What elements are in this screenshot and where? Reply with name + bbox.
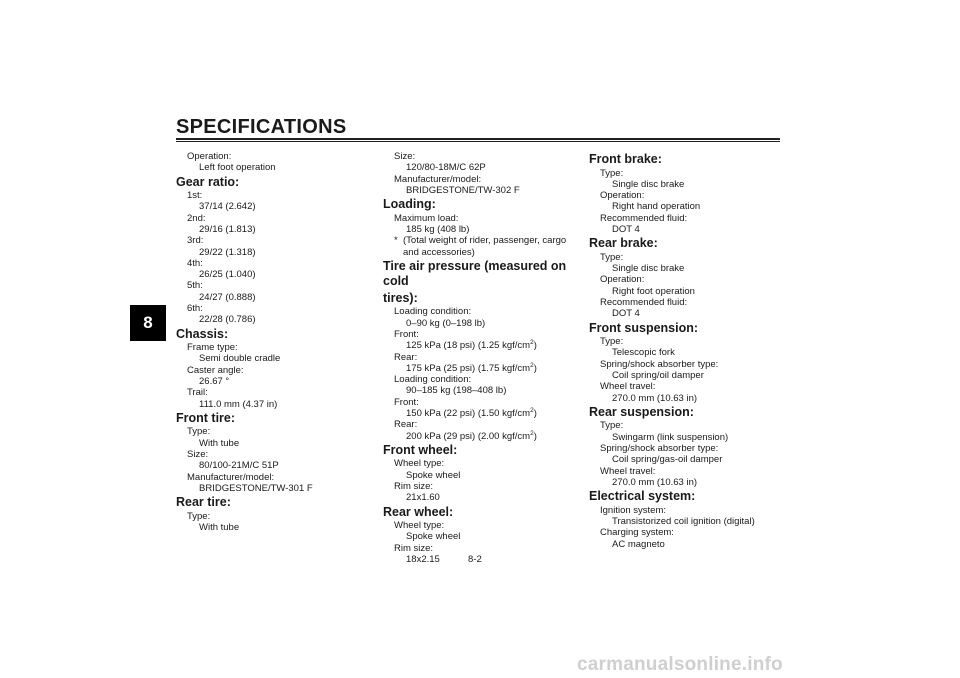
spec-value: Semi double cradle xyxy=(199,353,281,365)
section-heading: Rear brake: xyxy=(589,236,658,251)
spec-value: 270.0 mm (10.63 in) xyxy=(612,476,698,488)
spec-value-superscript: 2 xyxy=(530,361,534,369)
spec-value: 21x1.60 xyxy=(406,492,440,504)
spec-label: Rear: xyxy=(394,351,418,363)
spec-label: Recommended fluid: xyxy=(600,296,688,308)
spec-label: Type: xyxy=(600,167,624,179)
spec-value-text: 175 kPa (25 psi) (1.75 kgf/cm xyxy=(406,362,531,374)
spec-value: 111.0 mm (4.37 in) xyxy=(199,398,278,410)
spec-label: Spring/shock absorber type: xyxy=(600,442,719,454)
spec-label: Front: xyxy=(394,328,419,340)
spec-value xyxy=(383,363,583,374)
spec-label: Rim size: xyxy=(394,481,434,493)
section-heading: Rear wheel: xyxy=(383,504,454,519)
spec-value: 120/80-18M/C 62P xyxy=(406,162,486,174)
spec-label: Charging system: xyxy=(600,527,674,539)
spec-value xyxy=(383,408,583,419)
spec-value: Swingarm (link suspension) xyxy=(612,431,729,443)
spec-label: Type: xyxy=(600,251,624,263)
spec-value: 270.0 mm (10.63 in) xyxy=(612,392,698,404)
spec-value-tail: ) xyxy=(533,340,537,352)
spec-value: Single disc brake xyxy=(612,178,685,190)
spec-value: 0–90 kg (0–198 lb) xyxy=(406,317,486,329)
spec-label: 6th: xyxy=(187,303,203,315)
section-heading: Rear suspension: xyxy=(589,404,694,419)
spec-label: Operation: xyxy=(600,274,645,286)
section-heading: Tire air pressure (measured on cold xyxy=(383,258,567,289)
spec-value xyxy=(383,340,583,351)
spec-value-text: 150 kPa (22 psi) (1.50 kgf/cm xyxy=(406,408,531,420)
spec-value-superscript: 2 xyxy=(530,429,534,437)
section-heading: Front brake: xyxy=(589,152,662,166)
spec-label: 2nd: xyxy=(187,212,206,224)
spec-label: Manufacturer/model: xyxy=(394,173,482,185)
spec-label: Wheel type: xyxy=(394,520,445,532)
spec-label: Wheel travel: xyxy=(600,381,656,393)
spec-label: 1st: xyxy=(187,190,203,202)
spec-value: 26/25 (1.040) xyxy=(199,269,256,281)
footnote-continuation: and accessories) xyxy=(403,246,475,258)
section-heading: Front suspension: xyxy=(589,320,699,335)
section-heading: Front tire: xyxy=(176,410,236,425)
spec-value: Transistorized coil ignition (digital) xyxy=(612,515,755,527)
spec-value-text: 125 kPa (18 psi) (1.25 kgf/cm xyxy=(406,340,531,352)
spec-value: With tube xyxy=(199,522,240,534)
spec-value-tail: ) xyxy=(533,430,537,442)
section-heading: Gear ratio: xyxy=(176,174,240,189)
spec-label: Loading condition: xyxy=(394,306,472,318)
spec-column-1 xyxy=(176,151,366,533)
spec-value-tail: ) xyxy=(533,408,537,420)
spec-value: Single disc brake xyxy=(612,263,685,275)
spec-value: 90–185 kg (198–408 lb) xyxy=(406,385,507,397)
spec-value: 22/28 (0.786) xyxy=(199,314,256,326)
spec-label: 4th: xyxy=(187,257,203,269)
spec-value: BRIDGESTONE/TW-301 F xyxy=(199,482,313,494)
spec-label: Ignition system: xyxy=(600,504,666,516)
spec-label: Size: xyxy=(187,449,209,461)
spec-value: 18x2.15 xyxy=(406,554,440,566)
spec-value: 37/14 (2.642) xyxy=(199,201,256,213)
spec-label: Recommended fluid: xyxy=(600,212,688,224)
page-number: 8-2 xyxy=(468,554,482,565)
spec-label: Type: xyxy=(187,426,211,438)
spec-label: Rear: xyxy=(394,419,418,431)
spec-label: Wheel type: xyxy=(394,458,445,470)
spec-label: Manufacturer/model: xyxy=(187,471,275,483)
spec-label: 3rd: xyxy=(187,235,204,247)
spec-label: Operation: xyxy=(600,190,645,202)
footnote-text: (Total weight of rider, passenger, cargo xyxy=(403,235,567,247)
spec-label: Front: xyxy=(394,396,419,408)
section-heading: Chassis: xyxy=(176,326,229,341)
header-rule-top xyxy=(176,138,780,140)
watermark: carmanualsonline.info xyxy=(577,654,783,675)
spec-label: Frame type: xyxy=(187,342,238,354)
spec-value: DOT 4 xyxy=(612,223,640,235)
spec-value: Coil spring/gas-oil damper xyxy=(612,454,723,466)
section-heading: tires): xyxy=(383,290,418,305)
spec-label: Type: xyxy=(187,510,211,522)
footnote-marker: * xyxy=(394,235,398,247)
spec-value: AC magneto xyxy=(612,538,665,550)
section-heading: Electrical system: xyxy=(589,489,696,504)
section-heading: Loading: xyxy=(383,197,436,212)
spec-label: Rim size: xyxy=(394,542,434,554)
spec-value-text: 200 kPa (29 psi) (2.00 kgf/cm xyxy=(406,430,531,442)
spec-label: Operation: xyxy=(187,151,232,162)
spec-value: Spoke wheel xyxy=(406,469,461,481)
spec-value: DOT 4 xyxy=(612,308,640,320)
spec-value: Right foot operation xyxy=(612,285,695,297)
spec-label: Type: xyxy=(600,336,624,348)
spec-column-3 xyxy=(589,151,789,550)
spec-label: Maximum load: xyxy=(394,212,459,224)
spec-value: 29/22 (1.318) xyxy=(199,246,256,258)
spec-value: 26.67 ° xyxy=(199,376,230,388)
spec-value-tail: ) xyxy=(533,362,537,374)
spec-value: With tube xyxy=(199,437,240,449)
spec-value: Right hand operation xyxy=(612,201,701,213)
spec-label: Wheel travel: xyxy=(600,465,656,477)
spec-label: 5th: xyxy=(187,280,203,292)
section-heading: Rear tire: xyxy=(176,495,231,510)
spec-label: Size: xyxy=(394,151,416,162)
spec-value: 185 kg (408 lb) xyxy=(406,223,470,235)
spec-column-2 xyxy=(383,151,583,565)
spec-value: BRIDGESTONE/TW-302 F xyxy=(406,184,520,196)
spec-value: Telescopic fork xyxy=(612,347,675,359)
spec-value: Coil spring/oil damper xyxy=(612,369,704,381)
spec-value: 24/27 (0.888) xyxy=(199,291,256,303)
page-title: SPECIFICATIONS xyxy=(176,116,347,138)
footnote xyxy=(383,235,583,246)
spec-value: Spoke wheel xyxy=(406,531,461,543)
spec-value-superscript: 2 xyxy=(530,406,534,414)
spec-label: Trail: xyxy=(187,387,208,399)
spec-value: 80/100-21M/C 51P xyxy=(199,460,279,472)
chapter-tab: 8 xyxy=(130,305,166,341)
spec-label: Type: xyxy=(600,420,624,432)
spec-value: 29/16 (1.813) xyxy=(199,223,256,235)
spec-value: Left foot operation xyxy=(199,162,276,174)
spec-label: Spring/shock absorber type: xyxy=(600,358,719,370)
header-rule-bottom xyxy=(176,141,780,142)
section-heading: Front wheel: xyxy=(383,442,458,457)
spec-value xyxy=(383,431,583,442)
spec-label: Caster angle: xyxy=(187,364,244,376)
spec-label: Loading condition: xyxy=(394,374,472,386)
spec-value-superscript: 2 xyxy=(530,339,534,347)
